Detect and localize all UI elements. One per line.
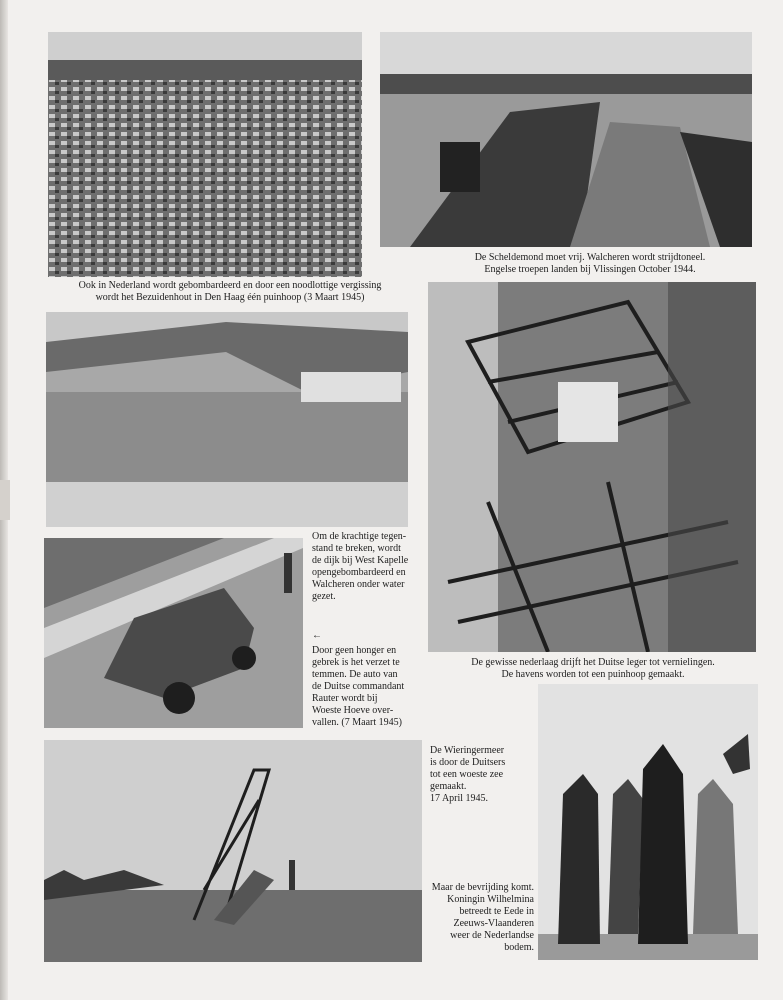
photo-bezuidenhout-rubble	[48, 32, 362, 277]
photo-wilhelmina-eede	[538, 684, 758, 960]
caption-west-kapelle	[312, 531, 418, 603]
caption-line: Maar de bevrijding komt.	[431, 882, 534, 893]
caption-line: stand te breken, wordt	[312, 543, 401, 554]
caption-line: Walcheren onder water	[312, 579, 405, 590]
caption-line: Engelse troepen landen bij Vlissingen October 1944.	[484, 264, 696, 275]
caption-line: Koningin Wilhelmina	[447, 894, 534, 905]
arrow-left-icon: ←	[312, 630, 322, 641]
caption-line: Door geen honger en	[312, 645, 397, 656]
caption-schelde	[420, 252, 760, 276]
caption-line: tot een woeste zee	[430, 769, 504, 780]
photo-west-kapelle-dike	[46, 312, 408, 527]
caption-den-haag	[40, 280, 420, 304]
caption-line: De gewisse nederlaag drijft het Duitse leger tot vernielingen.	[471, 657, 715, 668]
caption-line: wordt het Bezuidenhout in Den Haag één puinhoop (3 Maart 1945)	[95, 292, 365, 303]
caption-line: Woeste Hoeve over-	[312, 705, 394, 716]
caption-wilhelmina	[424, 882, 534, 954]
photo-rauter-car	[44, 538, 303, 728]
caption-line: vallen. (7 Maart 1945)	[312, 717, 402, 728]
caption-line: gebrek is het verzet te	[312, 657, 400, 668]
photo-vlissingen-landing	[380, 32, 752, 247]
caption-line: De havens worden tot een puinhoop gemaakt.	[501, 669, 685, 680]
caption-line: bodem.	[504, 942, 534, 953]
caption-havens	[430, 657, 756, 681]
caption-line: opengebombardeerd en	[312, 567, 406, 578]
caption-line: is door de Duitsers	[430, 757, 506, 768]
page-fold	[0, 480, 10, 520]
caption-line: de dijk bij West Kapelle	[312, 555, 409, 566]
caption-line: weer de Nederlandse	[450, 930, 534, 941]
caption-rauter	[312, 645, 418, 729]
caption-line: de Duitse commandant	[312, 681, 405, 692]
caption-line: Ook in Nederland wordt gebombardeerd en door een noodlottige vergissing	[78, 280, 382, 291]
caption-line: gemaakt.	[430, 781, 467, 792]
caption-line: Zeeuws-Vlaanderen	[453, 918, 534, 929]
caption-line: temmen. De auto van	[312, 669, 398, 680]
photo-harbour-destruction	[428, 282, 756, 652]
caption-line: gezet.	[312, 591, 336, 602]
caption-line: De Scheldemond moet vrij. Walcheren wordt strijdtoneel.	[474, 252, 706, 263]
caption-line: Rauter wordt bij	[312, 693, 378, 704]
caption-wieringermeer	[430, 745, 534, 805]
photo-wieringermeer-flood	[44, 740, 422, 962]
caption-line: Om de krachtige tegen-	[312, 531, 407, 542]
caption-line: De Wieringermeer	[430, 745, 505, 756]
caption-line: betreedt te Eede in	[459, 906, 534, 917]
caption-line: 17 April 1945.	[430, 793, 489, 804]
